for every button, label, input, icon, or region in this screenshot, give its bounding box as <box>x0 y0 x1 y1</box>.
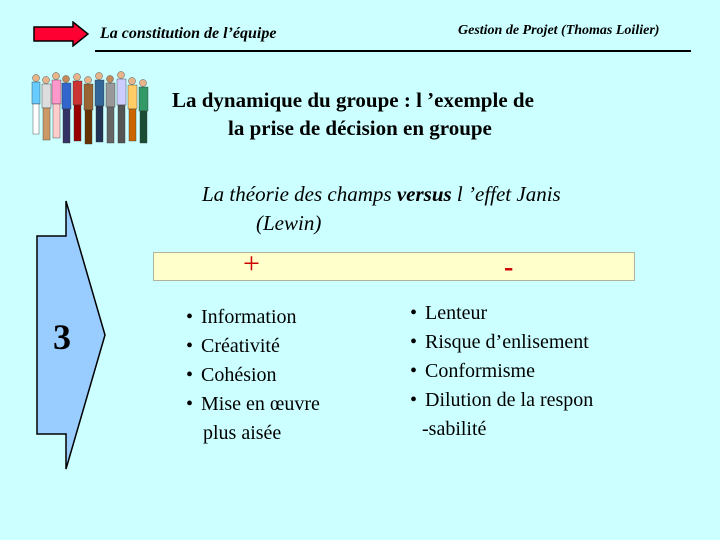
subtitle-prefix: La théorie des champs <box>202 182 397 206</box>
plus-label: + <box>243 247 260 280</box>
slide-title <box>172 86 592 142</box>
list-item: • Risque d’enlisement <box>410 328 593 357</box>
list-item-continuation: plus aisée <box>203 422 282 444</box>
list-item: • Créativité <box>186 332 320 361</box>
list-item-continuation: -sabilité <box>422 418 487 440</box>
subtitle-suffix: l ’effet Janis <box>451 182 561 206</box>
disadvantages-list <box>410 299 593 444</box>
list-item: • Information <box>186 303 320 332</box>
red-arrow-icon <box>33 21 89 47</box>
bullet-icon: • <box>186 306 194 328</box>
list-item: • Cohésion <box>186 361 320 390</box>
slide-subtitle <box>202 180 642 238</box>
bullet-icon: • <box>186 364 194 386</box>
comparison-header-bar <box>153 252 635 281</box>
bullet-icon: • <box>186 335 194 357</box>
list-item: • Dilution de la respon -sabilité <box>410 386 593 444</box>
header-section-title: La constitution de l’équipe <box>100 25 277 42</box>
header-course-title: Gestion de Projet (Thomas Loilier) <box>458 23 660 38</box>
subtitle-emphasis: versus <box>396 182 452 206</box>
bullet-icon: • <box>410 331 418 353</box>
bullet-icon: • <box>186 393 194 415</box>
slide-title-line-1: La dynamique du groupe : l ’exemple de <box>172 88 534 112</box>
header-divider <box>95 50 691 52</box>
bullet-icon: • <box>410 360 418 382</box>
minus-label: - <box>504 252 514 283</box>
step-arrow-shape <box>36 200 106 470</box>
slide-title-line-2: la prise de décision en groupe <box>228 116 492 140</box>
list-item: • Lenteur <box>410 299 593 328</box>
group-of-people-illustration <box>28 70 154 152</box>
step-number: 3 <box>53 317 71 357</box>
subtitle-line-2: (Lewin) <box>256 211 322 235</box>
list-item: • Mise en œuvre plus aisée <box>186 390 320 448</box>
bullet-icon: • <box>410 302 418 324</box>
list-item: • Conformisme <box>410 357 593 386</box>
bullet-icon: • <box>410 389 418 411</box>
advantages-list <box>186 303 320 448</box>
